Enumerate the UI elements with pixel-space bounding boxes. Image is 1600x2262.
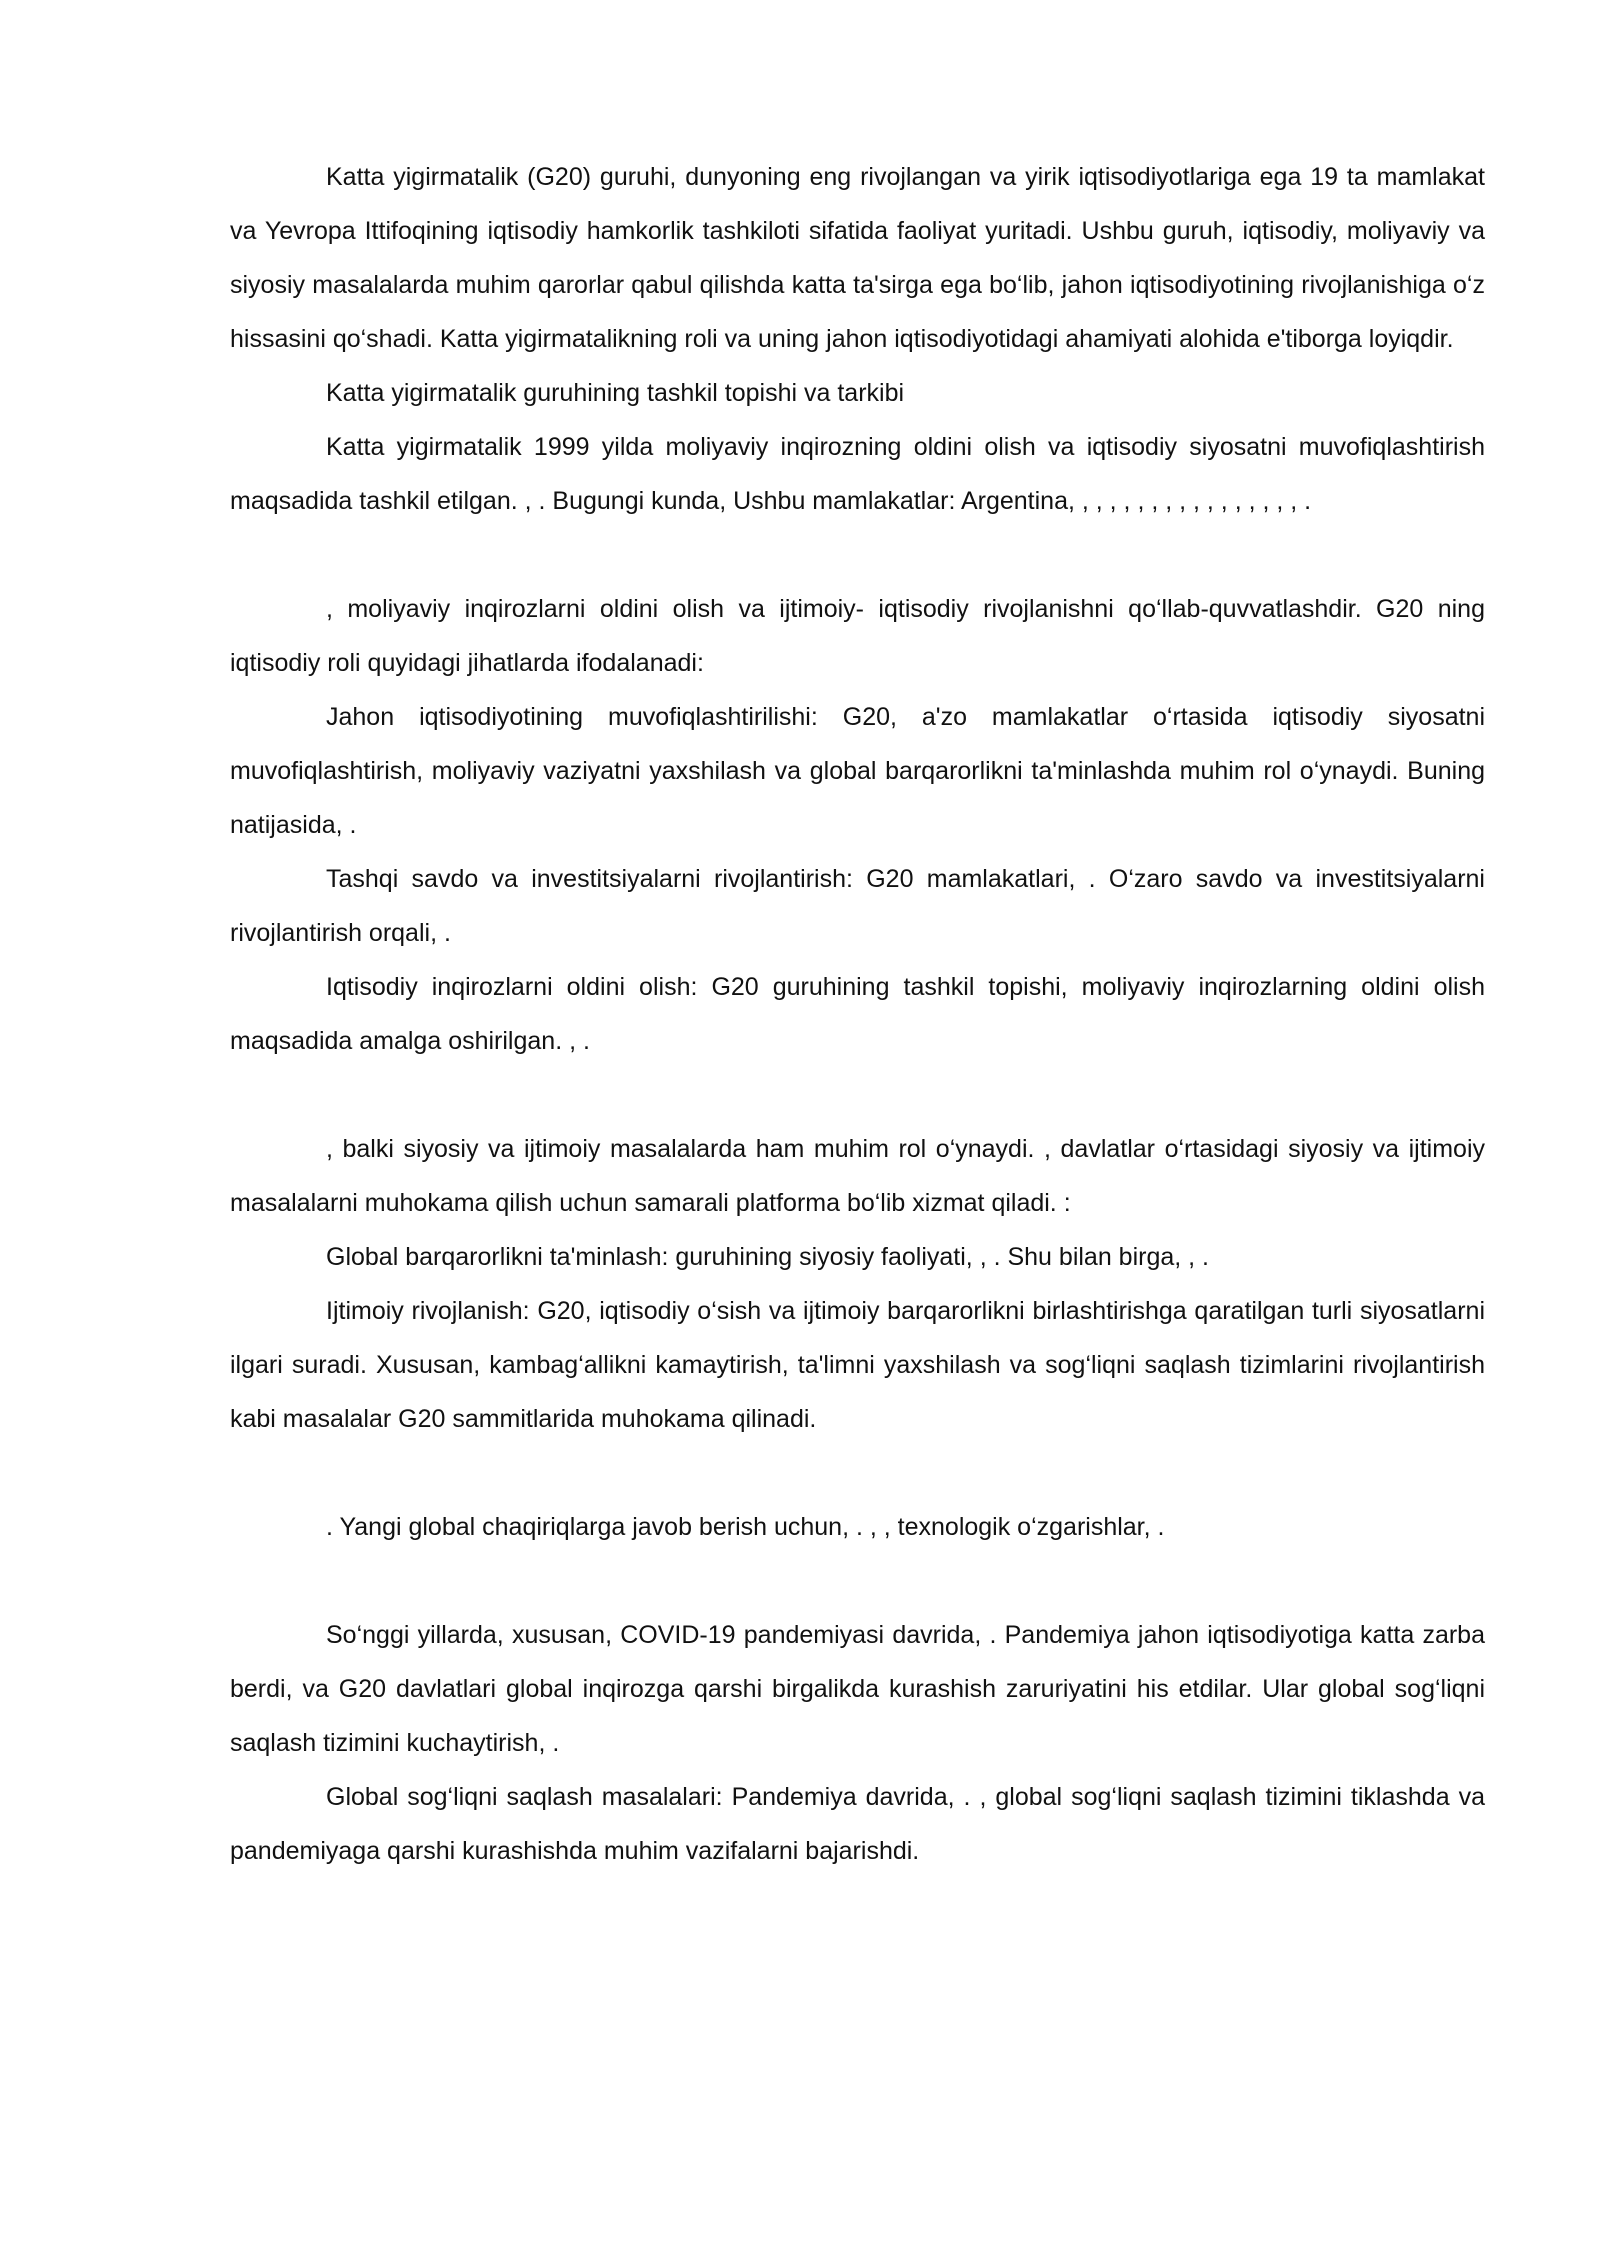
paragraph-coordination: Jahon iqtisodiyotining muvofiqlashtirilishi: G20, a'zo mamlakatlar o‘rtasida iqtisodiy siyosatni muvofiqlashtirish, moliyaviy vaziyatni yaxshilash va global barqarorlikni ta'minlashda muhim rol o‘ynaydi. Buning natijasida, . (230, 703, 1485, 839)
paragraph-economic-role: , moliyaviy inqirozlarni oldini olish va ijtimoiy- iqtisodiy rivojlanishni qo‘llab-quvvatlashdir. G20 ning iqtisodiy roli quyidagi jihatlarda ifodalanadi: (230, 595, 1485, 677)
paragraph-trade: Tashqi savdo va investitsiyalarni rivojlantirish: G20 mamlakatlari, . O‘zaro savdo va investitsiyalarni rivojlantirish orqali, . (230, 865, 1485, 947)
paragraph-gap (230, 1068, 1485, 1122)
paragraph-new-challenges: . Yangi global chaqiriqlarga javob berish uchun, . , , texnologik o‘zgarishlar, . (326, 1513, 1165, 1541)
paragraph-formation: Katta yigirmatalik 1999 yilda moliyaviy inqirozning oldini olish va iqtisodiy siyosatni muvofiqlashtirish maqsadida tashkil etilgan. , . Bugungi kunda, Ushbu mamlakatlar: Argentina, , , , , , , , , , , , , , , , , . (230, 433, 1485, 515)
paragraph-covid: So‘nggi yillarda, xususan, COVID-19 pandemiyasi davrida, . Pandemiya jahon iqtisodiyotiga katta zarba berdi, va G20 davlatlari global inqirozga qarshi birgalikda kurashish zaruriyatini his etdilar. Ular global sog‘liqni saqlash tizimini kuchaytirish, . (230, 1621, 1485, 1757)
paragraph-political-role: , balki siyosiy va ijtimoiy masalalarda ham muhim rol o‘ynaydi. , davlatlar o‘rtasidagi siyosiy va ijtimoiy masalalarni muhokama qilish uchun samarali platforma bo‘lib xizmat qiladi. : (230, 1135, 1485, 1217)
paragraph-intro: Katta yigirmatalik (G20) guruhi, dunyoning eng rivojlangan va yirik iqtisodiyotlariga ega 19 ta mamlakat va Yevropa Ittifoqining iqtisodiy hamkorlik tashkiloti sifatida faoliyat yuritadi. Ushbu guruh, iqtisodiy, moliyaviy va siyosiy masalalarda muhim qarorlar qabul qilishda katta ta'sirga ega bo‘lib, jahon iqtisodiyotining rivojlanishiga o‘z hissasini qo‘shadi. Katta yigirmatalikning roli va uning jahon iqtisodiyotidagi ahamiyati alohida e'tiborga loyiqdir. (230, 163, 1485, 353)
paragraph-global-health: Global sog‘liqni saqlash masalalari: Pandemiya davrida, . , global sog‘liqni saqlash tizimini tiklashda va pandemiyaga qarshi kurashishda muhim vazifalarni bajarishdi. (230, 1783, 1485, 1865)
paragraph-section-heading: Katta yigirmatalik guruhining tashkil topishi va tarkibi (326, 379, 905, 407)
paragraph-gap (230, 1446, 1485, 1500)
paragraph-gap (230, 528, 1485, 582)
document-page (230, 150, 1485, 1878)
paragraph-social-development: Ijtimoiy rivojlanish: G20, iqtisodiy o‘sish va ijtimoiy barqarorlikni birlashtirishga qaratilgan turli siyosatlarni ilgari suradi. Xususan, kambag‘allikni kamaytirish, ta'limni yaxshilash va sog‘liqni saqlash tizimlarini rivojlantirish kabi masalalar G20 sammitlarida muhokama qilinadi. (230, 1297, 1485, 1433)
paragraph-gap (230, 1554, 1485, 1608)
paragraph-global-stability: Global barqarorlikni ta'minlash: guruhining siyosiy faoliyati, , . Shu bilan birga, , . (326, 1243, 1209, 1271)
paragraph-crisis-prevention: Iqtisodiy inqirozlarni oldini olish: G20 guruhining tashkil topishi, moliyaviy inqirozlarning oldini olish maqsadida amalga oshirilgan. , . (230, 973, 1485, 1055)
